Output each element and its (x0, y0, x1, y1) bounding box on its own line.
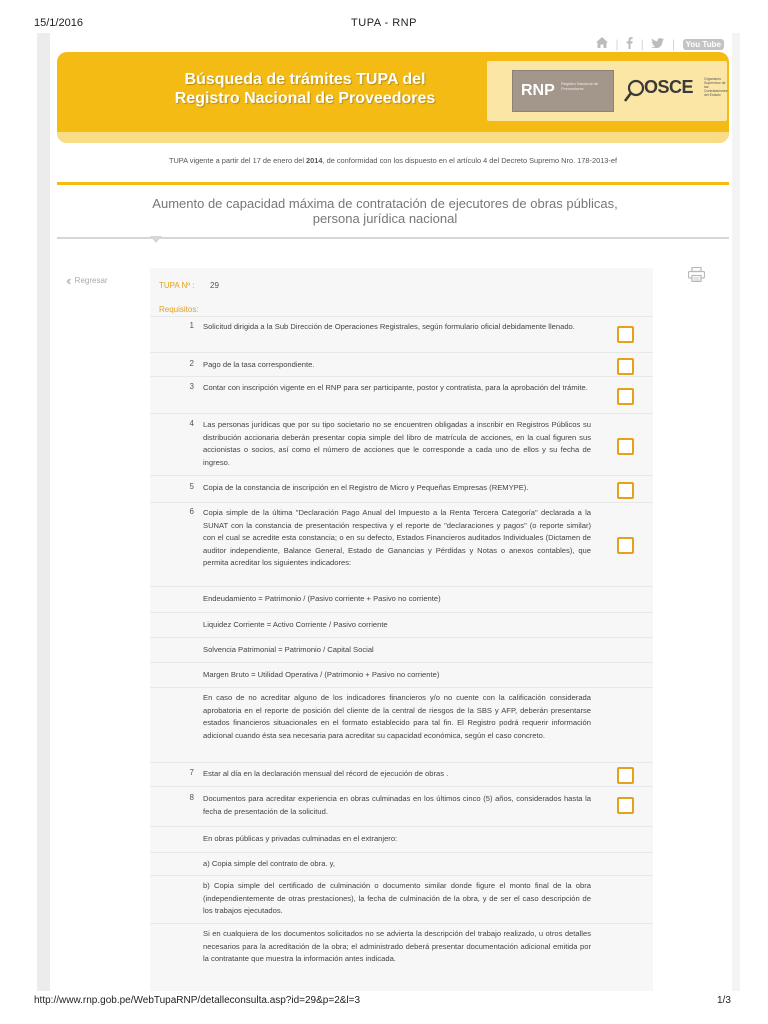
left-page-frame (37, 33, 50, 991)
procedure-title-line-2: persona jurídica nacional (312, 211, 458, 226)
print-date: 15/1/2016 (34, 17, 83, 29)
requirement-checkbox[interactable] (617, 482, 634, 499)
requirement-text: Pago de la tasa correspondiente. (203, 360, 315, 369)
requirement-text: b) Copia simple del certificado de culminación o documento similar donde figure el monto final de la obra (independientemente de otras prestaciones), la fecha de culminación de la obra, y de ser el caso descripción de los trabajos ejecutados. (203, 881, 591, 915)
rnp-logo[interactable] (512, 70, 614, 112)
requirement-text: Solvencia Patrimonial = Patrimonio / Capital Social (203, 645, 374, 654)
requirement-row (150, 687, 653, 762)
requirement-row (150, 762, 653, 786)
banner-bottom-strip (57, 132, 729, 143)
requirement-checkbox[interactable] (617, 358, 634, 375)
divider: | (615, 37, 619, 51)
requirement-row (150, 786, 653, 826)
notice-year: 2014 (306, 156, 323, 165)
requirement-row (150, 662, 653, 687)
back-label: Regresar (74, 276, 108, 285)
title-line-1: Búsqueda de trámites TUPA del (184, 71, 426, 88)
requirement-text: Solicitud dirigida a la Sub Dirección de Operaciones Registrales, según formulario oficial debidamente llenado. (203, 322, 575, 331)
printer-icon[interactable] (688, 267, 705, 282)
requirement-checkbox[interactable] (617, 438, 634, 455)
requirement-number: 2 (189, 359, 194, 368)
requirement-text: Si en cualquiera de los documentos solicitados no se advierta la descripción del trabajo realizado, u otros detalles necesarios para la acreditación de la obra; el administrado deberá presentar documentación adicional emitida por la contratante que muestra la información antes indicada. (203, 929, 591, 963)
facebook-icon[interactable] (626, 37, 633, 52)
procedure-title (120, 196, 650, 226)
requirement-row (150, 612, 653, 637)
requirement-number: 1 (189, 321, 194, 330)
requirement-row (150, 923, 653, 973)
requirement-checkbox[interactable] (617, 326, 634, 343)
requirement-row (150, 852, 653, 875)
procedure-title-line-1: Aumento de capacidad máxima de contratación de ejecutores de obras públicas, (152, 196, 618, 211)
youtube-icon[interactable]: You Tube (683, 39, 724, 50)
requirement-row (150, 637, 653, 662)
divider: | (671, 37, 676, 51)
notice-suffix: , de conformidad con los dispuesto en el artículo 4 del Decreto Supremo Nro. 178-2013-ef (322, 156, 618, 165)
title-line-2: Registro Nacional de Proveedores (174, 90, 436, 107)
requirements-heading: Requisitos: (159, 305, 199, 314)
requirement-row (150, 502, 653, 586)
divider (57, 182, 729, 185)
page-title (140, 70, 470, 108)
print-page-number: 1/3 (717, 995, 731, 1006)
rnp-logo-subtext: Registro Nacional de Proveedores (561, 81, 599, 91)
requirement-row (150, 586, 653, 612)
requirement-number: 8 (189, 793, 194, 802)
requirement-number: 4 (189, 419, 194, 428)
double-chevron-left-icon: ‹‹ (66, 273, 69, 288)
back-link[interactable] (66, 273, 108, 288)
requirement-text: Margen Bruto = Utilidad Operativa / (Patrimonio + Pasivo no corriente) (203, 670, 440, 679)
rnp-logo-text: RNP (521, 82, 555, 99)
requirement-number: 3 (189, 382, 194, 391)
requirement-text: Liquidez Corriente = Activo Corriente / Pasivo corriente (203, 620, 388, 629)
requirement-number: 5 (189, 482, 194, 491)
requirement-row (150, 875, 653, 923)
osce-logo[interactable] (624, 73, 728, 107)
home-icon[interactable] (596, 37, 608, 51)
requirement-text: En obras públicas y privadas culminadas en el extranjero: (203, 834, 398, 843)
osce-logo-subtext: Organismo Supervisor de las Contrataciones del Estado (704, 77, 728, 97)
requirement-row (150, 376, 653, 413)
social-links-bar (596, 36, 724, 52)
requirement-text: Copia de la constancia de inscripción en el Registro de Micro y Pequeñas Empresas (REMYPE). (203, 483, 529, 492)
magnifier-icon (624, 79, 646, 103)
requirement-row (150, 352, 653, 376)
requirement-row (150, 316, 653, 352)
twitter-icon[interactable] (651, 37, 664, 51)
requirement-row (150, 413, 653, 475)
print-url: http://www.rnp.gob.pe/WebTupaRNP/detalleconsulta.asp?id=29&p=2&l=3 (34, 995, 361, 1006)
requirement-text: Endeudamiento = Patrimonio / (Pasivo corriente + Pasivo no corriente) (203, 594, 441, 603)
requirement-row (150, 826, 653, 852)
tupa-number-value: 29 (210, 281, 219, 290)
requirement-text: Estar al día en la declaración mensual del récord de ejecución de obras . (203, 769, 449, 778)
requirement-checkbox[interactable] (617, 388, 634, 405)
requirement-text: a) Copia simple del contrato de obra. y, (203, 859, 335, 868)
tupa-number-label: TUPA Nº : (159, 281, 195, 290)
notice-prefix: TUPA vigente a partir del 17 de enero del (168, 156, 307, 165)
requirement-checkbox[interactable] (617, 537, 634, 554)
requirement-row (150, 475, 653, 502)
requirement-text: Las personas jurídicas que por su tipo societario no se encuentren obligadas a inscribir en Registros Públicos su distribución accionaria deberán presentar copia simple del libro de matrícula de acciones, en la cual figuren sus accionistas o socios, así como el número de acciones que le corresponde a cada uno de ellos y su fecha de ingreso. (203, 420, 591, 467)
requirement-number: 7 (189, 768, 194, 777)
requirement-number: 6 (189, 507, 194, 516)
requirement-text: En caso de no acreditar alguno de los indicadores financieros y/o no cuente con la calificación considerada aprobatoria en el reporte de posición del cliente de la central de riesgos de la SBS y AFP, deberán presentarse estados financieros situacionales en el formato establecido para tal fin. El Registro podrá requerir información adicional cuando ésta sea necesaria para acreditar su capacidad económica, según el caso concreto. (203, 693, 591, 740)
requirement-text: Contar con inscripción vigente en el RNP para ser participante, postor y contratista, para la aprobación del trámite. (203, 383, 588, 392)
right-page-frame (732, 33, 740, 991)
print-page-title: TUPA - RNP (351, 17, 417, 29)
requirement-text: Copia simple de la última "Declaración Pago Anual del Impuesto a la Renta Tercera Categoría" declarada a la SUNAT con la constancia de presentación respectiva y el reporte de "declaraciones y pagos" (o reporte similar) con el cual se acredite esta constancia; o en su defecto, Estados Financieros auditados Individuales (Dictamen de auditor independiente, Balance General, Estado de Ganancias y Pérdidas y Notas o anexos contables), que permita acreditar los siguientes indicadores: (203, 508, 591, 567)
divider: | (640, 37, 644, 51)
tupa-validity-notice (57, 156, 729, 165)
requirement-checkbox[interactable] (617, 797, 634, 814)
osce-logo-text: OSCE (644, 77, 694, 97)
caret-down-icon (150, 236, 162, 243)
requirement-checkbox[interactable] (617, 767, 634, 784)
requirement-text: Documentos para acreditar experiencia en obras culminadas en los últimos cinco (5) años, considerados hasta la fecha de presentación de la solicitud. (203, 794, 591, 816)
